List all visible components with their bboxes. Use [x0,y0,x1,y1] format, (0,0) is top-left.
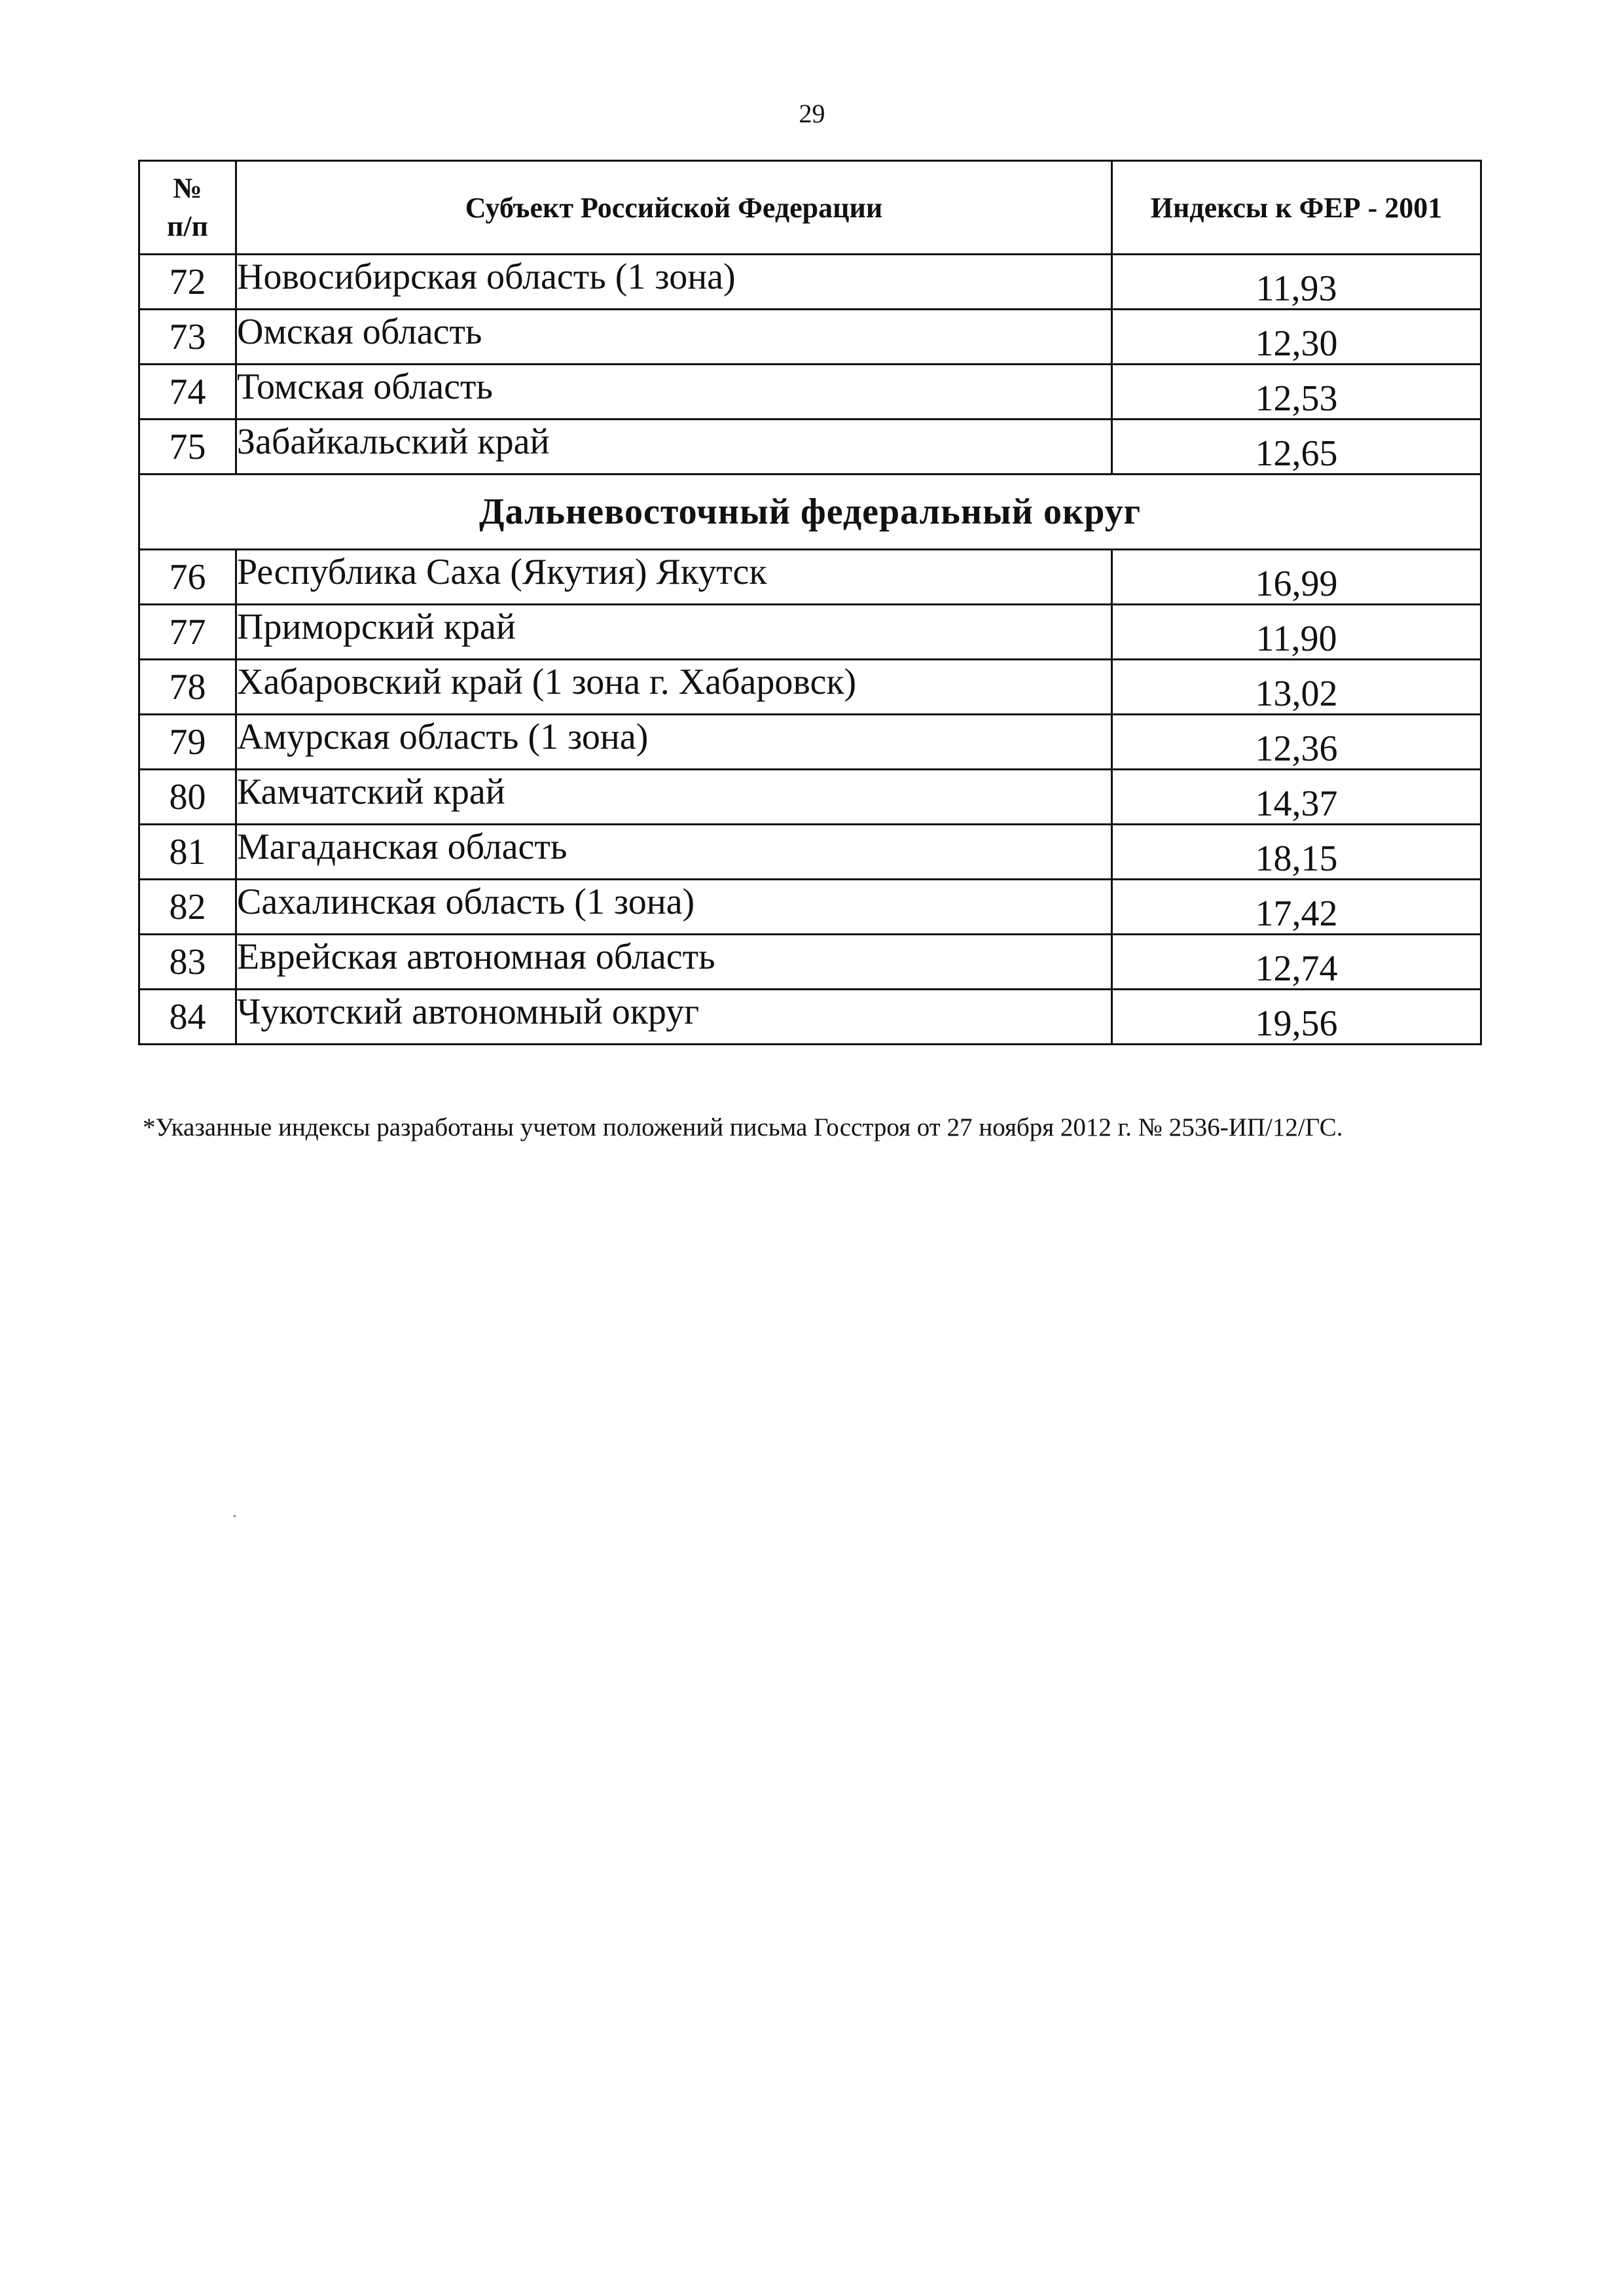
row-index: 14,37 [1112,770,1481,825]
table-header-row [139,161,1481,255]
row-number: 83 [139,935,236,990]
row-number: 78 [139,660,236,715]
row-number: 74 [139,365,236,420]
table-row [139,420,1481,475]
regional-index-table [138,160,1482,1045]
section-row [139,475,1481,550]
table-row [139,310,1481,365]
table-row [139,660,1481,715]
table-body-bottom [139,550,1481,1045]
table-row [139,255,1481,310]
table-section [139,475,1481,550]
table-row [139,365,1481,420]
scan-speck [234,1515,236,1517]
row-index: 17,42 [1112,880,1481,935]
row-index: 16,99 [1112,550,1481,605]
table-body-top [139,255,1481,475]
table-row [139,880,1481,935]
row-number: 81 [139,825,236,880]
header-number-abbr: п/п [167,210,208,242]
row-index: 12,30 [1112,310,1481,365]
table-row [139,770,1481,825]
row-number: 77 [139,605,236,660]
row-subject: Камчатский край [236,770,1112,825]
table-row [139,550,1481,605]
row-index: 12,36 [1112,715,1481,770]
row-number: 79 [139,715,236,770]
table-row [139,605,1481,660]
row-index: 12,53 [1112,365,1481,420]
header-number [139,161,236,255]
row-index: 12,74 [1112,935,1481,990]
row-number: 75 [139,420,236,475]
header-subject: Субъект Российской Федерации [236,161,1112,255]
row-subject: Новосибирская область (1 зона) [236,255,1112,310]
row-index: 19,56 [1112,990,1481,1045]
row-index: 11,90 [1112,605,1481,660]
row-index: 11,93 [1112,255,1481,310]
row-subject: Сахалинская область (1 зона) [236,880,1112,935]
row-subject: Томская область [236,365,1112,420]
row-subject: Забайкальский край [236,420,1112,475]
row-number: 76 [139,550,236,605]
row-index: 13,02 [1112,660,1481,715]
row-number: 72 [139,255,236,310]
row-subject: Республика Саха (Якутия) Якутск [236,550,1112,605]
row-subject: Магаданская область [236,825,1112,880]
header-index: Индексы к ФЕР - 2001 [1112,161,1481,255]
row-number: 84 [139,990,236,1045]
row-number: 80 [139,770,236,825]
table-row [139,825,1481,880]
row-subject: Чукотский автономный округ [236,990,1112,1045]
header-number-symbol: № [173,172,202,204]
table-row [139,990,1481,1045]
table-row [139,935,1481,990]
row-subject: Омская область [236,310,1112,365]
row-subject: Приморский край [236,605,1112,660]
row-number: 73 [139,310,236,365]
page-number: 29 [799,99,825,128]
row-subject: Хабаровский край (1 зона г. Хабаровск) [236,660,1112,715]
row-index: 18,15 [1112,825,1481,880]
section-title: Дальневосточный федеральный округ [139,475,1481,550]
table-row [139,715,1481,770]
row-index: 12,65 [1112,420,1481,475]
row-number: 82 [139,880,236,935]
row-subject: Амурская область (1 зона) [236,715,1112,770]
footnote: *Указанные индексы разработаны учетом положений письма Госстроя от 27 ноября 2012 г. № 2536-ИП/12/ГС. [143,1113,1343,1141]
row-subject: Еврейская автономная область [236,935,1112,990]
